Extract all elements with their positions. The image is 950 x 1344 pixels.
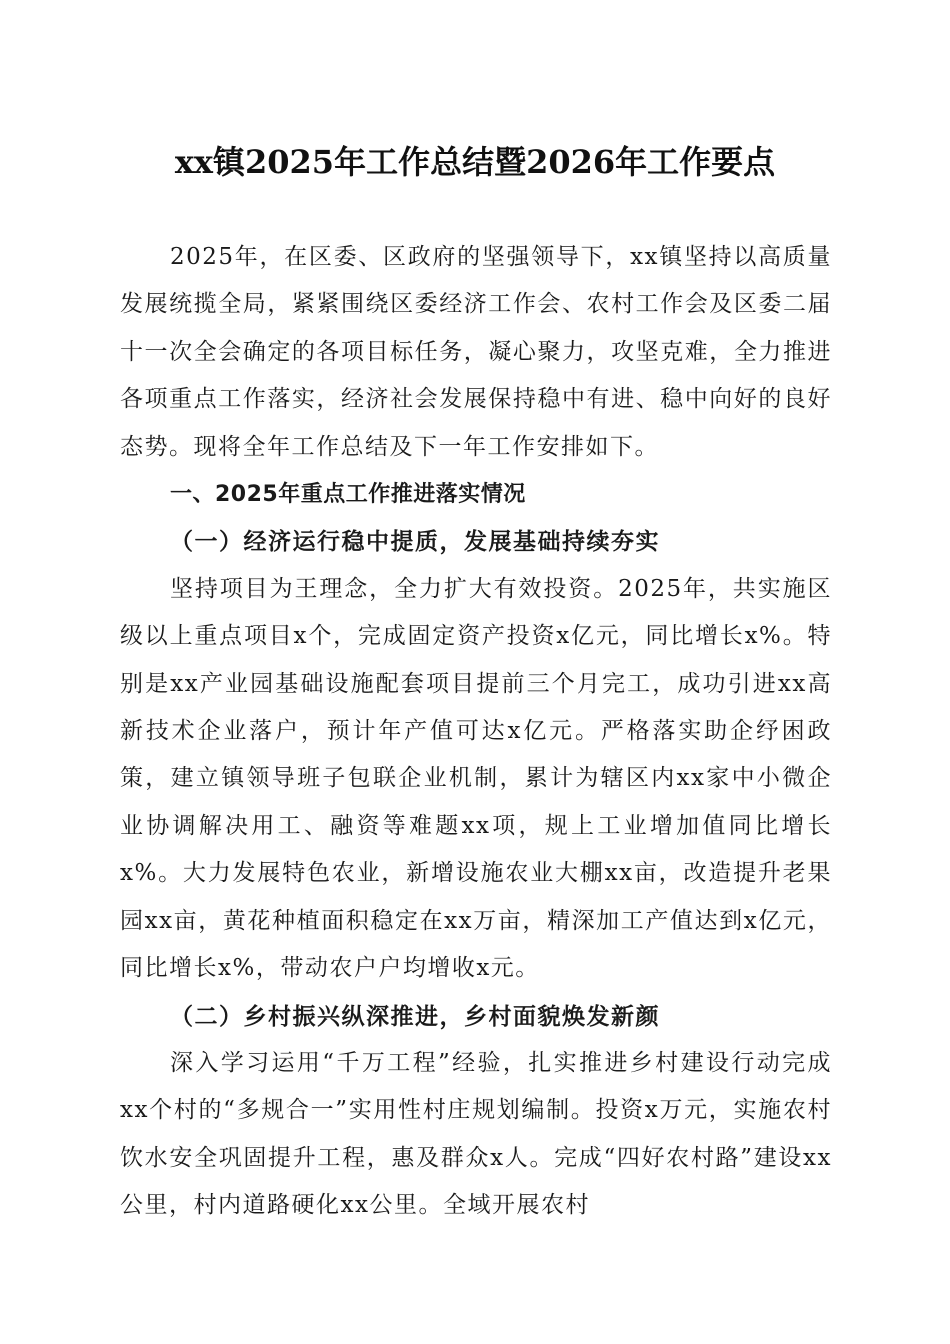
subsection-heading-2: （二）乡村振兴纵深推进，乡村面貌焕发新颜 xyxy=(170,1002,660,1030)
intro-paragraph: 2025年，在区委、区政府的坚强领导下，xx镇坚持以高质量发展统揽全局，紧紧围绕区委经济工作会、农村工作会及区委二届十一次全会确定的各项目标任务，凝心聚力，攻坚克难，全力推进各项重点工作落实，经济社会发展保持稳中有进、稳中向好的良好态势。现将全年工作总结及下一年工作安排如下。 xyxy=(120,244,832,460)
subsection-heading-1: （一）经济运行稳中提质，发展基础持续夯实 xyxy=(170,528,660,556)
subsection-1-paragraph: 坚持项目为王理念，全力扩大有效投资。2025年，共实施区级以上重点项目x个，完成固定资产投资x亿元，同比增长x%。特别是xx产业园基础设施配套项目提前三个月完工，成功引进xx高新技术企业落户，预计年产值可达x亿元。严格落实助企纾困政策，建立镇领导班子包联企业机制，累计为辖区内xx家中小微企业协调解决用工、融资等难题xx项，规上工业增加值同比增长x%。大力发展特色农业，新增设施农业大棚xx亩，改造提升老果园xx亩，黄花种植面积稳定在xx万亩，精深加工产值达到x亿元，同比增长x%，带动农户户均增收x元。 xyxy=(120,575,832,982)
document-title: xx镇2025年工作总结暨2026年工作要点 xyxy=(174,143,776,181)
document-body xyxy=(120,234,832,1230)
section-heading-1: 一、2025年重点工作推进落实情况 xyxy=(170,482,526,508)
subsection-2-paragraph: 深入学习运用“千万工程”经验，扎实推进乡村建设行动完成xx个村的“多规合一”实用性村庄规划编制。投资x万元，实施农村饮水安全巩固提升工程，惠及群众x人。完成“四好农村路”建设xx公里，村内道路硬化xx公里。全域开展农村 xyxy=(120,1049,832,1219)
